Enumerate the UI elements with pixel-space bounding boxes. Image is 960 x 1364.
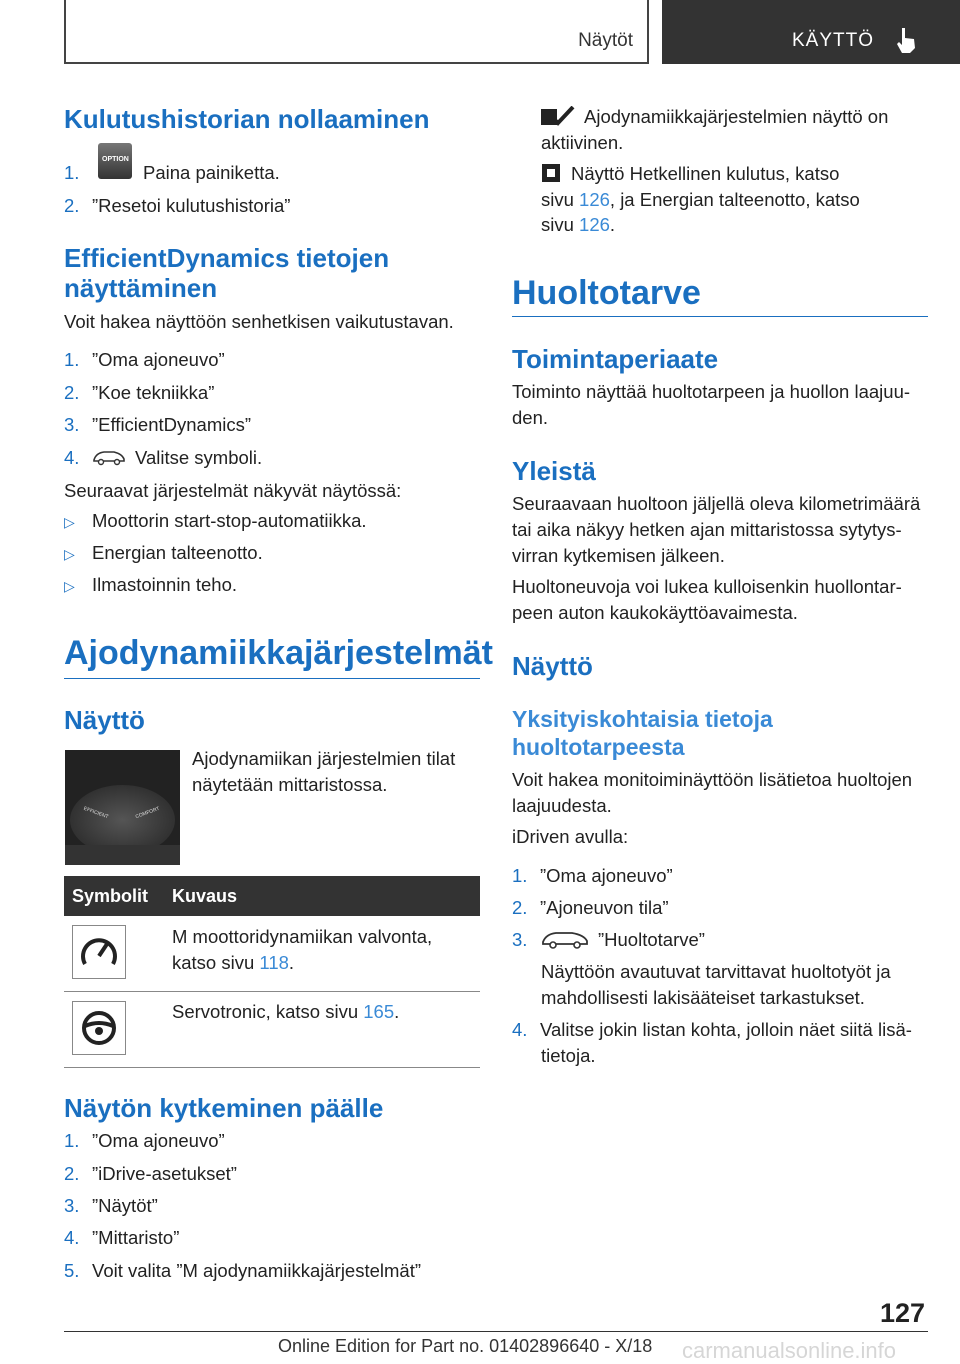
service-title: Huoltotarve <box>512 274 701 312</box>
page-number: 127 <box>880 1298 926 1328</box>
efficient-step-4-text: Valitse symboli. <box>135 447 263 468</box>
service-rule <box>512 316 928 317</box>
details-title-2: huoltotarpeesta <box>512 734 685 760</box>
footer-edition: Online Edition for Part no. 01402896640 - X/18 <box>278 1336 653 1356</box>
option-button-icon: OPTION <box>98 143 132 179</box>
general-l2: tai aika näkyy hetken ajan mittaristossa sytytys- <box>512 519 902 540</box>
checkmark-box-icon <box>541 106 575 128</box>
general-l1: Seuraavaan huoltoon jäljellä oleva kilometrimäärä <box>512 493 921 514</box>
row-divider-2 <box>64 1067 480 1068</box>
display-title: Näyttö <box>512 651 593 681</box>
car-service-icon <box>540 928 590 950</box>
principle-l1: Toiminto näyttää huoltotarpeen ja huollon laajuu- <box>512 381 911 402</box>
shown-line-2: sivu 126, ja Energian talteenotto, katso <box>541 189 860 210</box>
page-link-126a[interactable]: 126 <box>579 189 610 210</box>
idrive-label: iDriven avulla: <box>512 826 629 847</box>
reset-step-1: 1. <box>64 162 80 183</box>
efficient-step-2: 2. ”Koe tekniikka” <box>64 382 215 403</box>
details-title-1: Yksityiskohtaisia tietoja <box>512 706 773 732</box>
switch-step-3: 3. ”Näytöt” <box>64 1195 158 1216</box>
general-l4: Huoltoneuvoja voi lukea kulloisenkin huollontar- <box>512 576 902 597</box>
header-section: Näytöt <box>578 30 633 51</box>
bullet-3: ▷ Ilmastoinnin teho. <box>64 574 238 595</box>
service-step-3: 3. <box>512 929 528 950</box>
bullet-1: ▷ Moottorin start-stop-automatiikka. <box>64 510 367 531</box>
hand-pointer-icon <box>894 26 918 54</box>
bullet-2: ▷ Energian talteenotto. <box>64 542 263 563</box>
m-dynamics-gauge-icon <box>72 925 126 979</box>
efficient-title-2: näyttäminen <box>64 273 218 303</box>
service-step-4: 4. Valitse jokin listan kohta, jolloin näet siitä lisä- <box>512 1019 912 1040</box>
efficient-after: Seuraavat järjestelmät näkyvät näytössä: <box>64 480 402 501</box>
principle-l2: den. <box>512 407 549 428</box>
general-title: Yleistä <box>512 456 596 486</box>
row-divider-1 <box>64 991 480 992</box>
ajodyn-desc-2: näytetään mittaristossa. <box>192 774 388 795</box>
ajodyn-sub: Näyttö <box>64 705 145 735</box>
page-link-118[interactable]: 118 <box>259 952 289 973</box>
service-step-3-sub-1: Näyttöön avautuvat tarvittavat huoltotyöt ja <box>541 961 891 982</box>
efficient-step-4: 4. <box>64 447 80 468</box>
active-line-2: aktiivinen. <box>541 132 624 153</box>
table-header: Symbolit Kuvaus <box>64 876 480 916</box>
header-chapter: KÄYTTÖ <box>792 30 875 51</box>
service-step-2: 2. ”Ajoneuvon tila” <box>512 897 669 918</box>
footer-watermark: carmanualsonline.info <box>682 1338 897 1363</box>
switch-step-1: 1. ”Oma ajoneuvo” <box>64 1130 225 1151</box>
instrument-cluster-image: EFFICIENT COMFORT <box>65 750 180 865</box>
service-step-4-l2: tietoja. <box>541 1045 596 1066</box>
row2-text: Servotronic, katso sivu 165. <box>172 1001 400 1022</box>
service-step-3-text: ”Huoltotarve” <box>598 929 705 950</box>
efficient-title-1: EfficientDynamics tietojen <box>64 243 390 273</box>
details-p-l1: Voit hakea monitoiminäyttöön lisätietoa huoltojen <box>512 769 913 790</box>
service-step-3-sub-2: mahdollisesti lakisääteiset tarkastukset. <box>541 987 865 1008</box>
general-l5: peen auton kaukokäyttöavaimesta. <box>512 602 798 623</box>
general-l3: virran kytkemisen jälkeen. <box>512 545 725 566</box>
car-icon <box>92 448 126 466</box>
efficient-step-3: 3. ”EfficientDynamics” <box>64 414 252 435</box>
page-link-126b[interactable]: 126 <box>579 214 610 235</box>
header-section-box <box>64 0 649 64</box>
row1-line2: katso sivu 118. <box>172 952 295 973</box>
reset-step-1-text: Paina painiketta. <box>143 162 280 183</box>
reset-step-2: 2. ”Resetoi kulutushistoria” <box>64 195 291 216</box>
switch-step-2: 2. ”iDrive-asetukset” <box>64 1163 237 1184</box>
reset-title: Kulutushistorian nollaaminen <box>64 104 430 134</box>
service-step-1: 1. ”Oma ajoneuvo” <box>512 865 673 886</box>
active-line-1: Ajodynamiikkajärjestelmien näyttö on <box>584 106 889 127</box>
switch-title: Näytön kytkeminen päälle <box>64 1093 384 1123</box>
row1-line1: M moottoridynamiikan valvonta, <box>172 926 433 947</box>
details-p-l2: laajuudesta. <box>512 795 612 816</box>
switch-step-4: 4. ”Mittaristo” <box>64 1227 180 1248</box>
page-link-165[interactable]: 165 <box>363 1001 395 1022</box>
principle-title: Toimintaperiaate <box>512 344 719 374</box>
efficient-step-1: 1. ”Oma ajoneuvo” <box>64 349 225 370</box>
steering-wheel-icon <box>72 1001 126 1055</box>
efficient-intro: Voit hakea näyttöön senhetkisen vaikutustavan. <box>64 311 454 332</box>
ajodyn-rule <box>64 678 480 679</box>
ajodyn-desc-1: Ajodynamiikan järjestelmien tilat <box>192 748 456 769</box>
ajodyn-title: Ajodynamiikkajärjestelmät <box>64 634 493 672</box>
footer-rule <box>64 1331 928 1332</box>
filled-square-icon <box>542 164 560 182</box>
shown-line-3: sivu 126. <box>541 214 616 235</box>
switch-step-5: 5. Voit valita ”M ajodynamiikkajärjestelmät” <box>64 1260 422 1281</box>
shown-line-1: Näyttö Hetkellinen kulutus, katso <box>571 163 840 184</box>
